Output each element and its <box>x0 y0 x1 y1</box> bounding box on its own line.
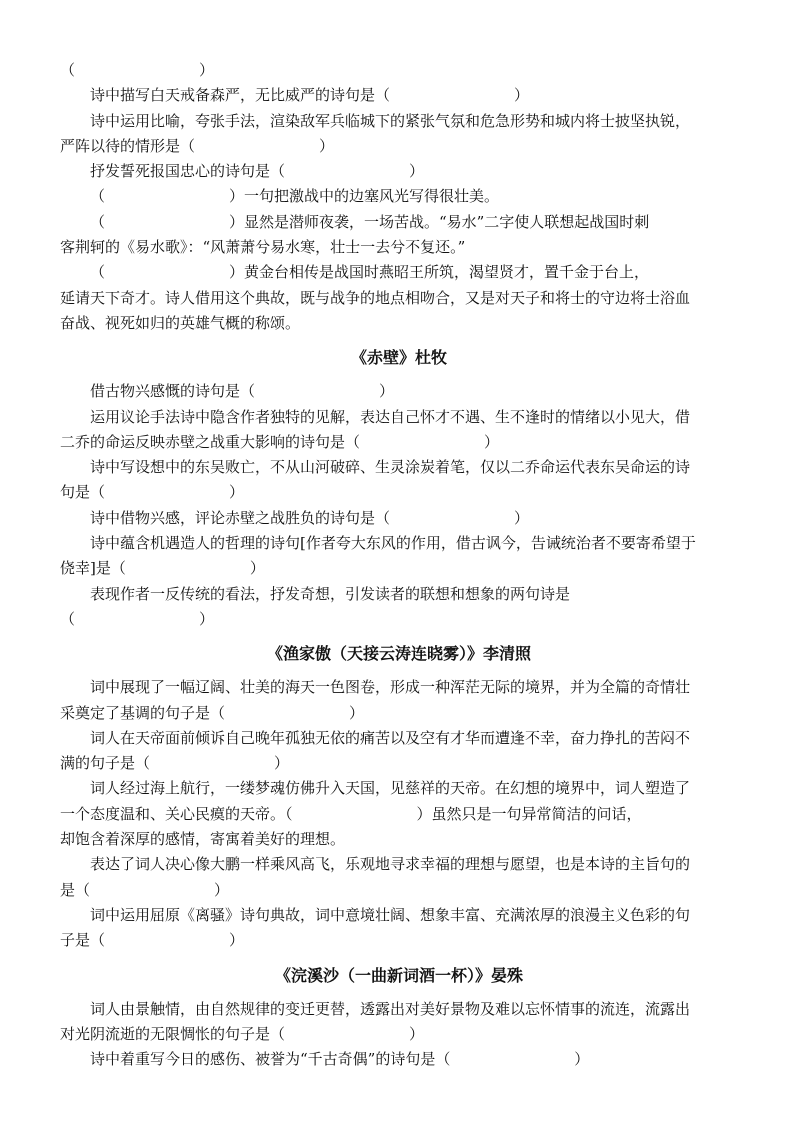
text-line: 却饱含着深厚的感情，寄寓着美好的理想。 <box>60 830 346 849</box>
text-line: 词中展现了一幅辽阔、壮美的海天一色图卷，形成一种浑茫无际的境界，并为全篇的奇情壮 <box>90 678 691 697</box>
text-line: 表达了词人决心像大鹏一样乘风高飞，乐观地寻求幸福的理想与愿望，也是本诗的主旨句的 <box>90 855 691 874</box>
text-line: 词中运用屈原《离骚》诗句典故，词中意境壮阔、想象丰富、充满浓厚的浪漫主义色彩的句 <box>90 905 691 924</box>
section-title-chibi: 《赤壁》杜牧 <box>350 348 447 368</box>
text-line: 是（ ） <box>60 880 229 899</box>
text-line: 句是（ ） <box>60 483 244 502</box>
text-line: 采奠定了基调的句子是（ ） <box>60 703 364 722</box>
text-line: 诗中借物兴感，评论赤壁之战胜负的诗句是（ ） <box>90 508 529 527</box>
section-huanxisha-lines <box>60 997 738 1073</box>
text-line: 客荆轲的《易水歌》：“风萧萧兮易水寒，壮士一去兮不复还。” <box>60 238 466 257</box>
text-line: （ ） <box>60 609 214 628</box>
text-line: 满的句子是（ ） <box>60 754 289 773</box>
text-line: 诗中运用比喻，夸张手法，渲染敌军兵临城下的紧张气氛和危急形势和城内将士披坚执锐， <box>90 111 691 130</box>
text-line: （ ）显然是潜师夜袭，一场苦战。“易水”二字使人联想起战国时刺 <box>90 212 650 231</box>
section-chibi-lines <box>60 379 738 632</box>
intro-lines <box>60 58 738 336</box>
text-line: 侥幸]是（ ） <box>60 559 265 578</box>
text-line: 表现作者一反传统的看法，抒发奇想，引发读者的联想和想象的两句诗是 <box>90 584 571 603</box>
text-line: 一个态度温和、关心民瘼的天帝。（ ）虽然只是一句异常简洁的问话， <box>60 804 642 823</box>
text-line: 对光阴流逝的无限惆怅的句子是（ ） <box>60 1024 424 1043</box>
document-page <box>60 58 738 1072</box>
text-line: 诗中写设想中的东吴败亡，不从山河破碎、生灵涂炭着笔，仅以二乔命运代表东吴命运的诗 <box>90 458 691 477</box>
text-line: 诗中蕴含机遇造人的哲理的诗句[作者夸大东风的作用，借古讽今，告诫统治者不要寄希望于 <box>90 534 696 553</box>
text-line: 借古物兴感慨的诗句是（ ） <box>90 382 394 401</box>
text-line: （ ） <box>60 61 214 79</box>
text-line: 奋战、视死如归的英雄气概的称颂。 <box>60 313 301 332</box>
section-title-huanxisha: 《浣溪沙（一曲新词酒一杯）》晏殊 <box>274 965 523 985</box>
text-line: 诗中着重写今日的感伤、被誉为“千古奇偶”的诗句是（ ） <box>90 1050 590 1069</box>
section-title-yujiaao: 《渔家傲（天接云涛连晓雾）》李清照 <box>266 644 531 664</box>
text-line: 诗中描写白天戒备森严，无比威严的诗句是（ ） <box>90 86 529 105</box>
text-line: 严阵以待的情形是（ ） <box>60 136 334 155</box>
text-line: 二乔的命运反映赤壁之战重大影响的诗句是（ ） <box>60 432 499 451</box>
text-line: 词人经过海上航行，一缕梦魂仿佛升入天国，见慈祥的天帝。在幻想的境界中，词人塑造了 <box>90 779 691 798</box>
text-line: 词人在天帝面前倾诉自己晚年孤独无依的痛苦以及空有才华而遭逢不幸，奋力挣扎的苦闷不 <box>90 728 691 747</box>
text-line: 延请天下奇才。诗人借用这个典故，既与战争的地点相吻合，又是对天子和将士的守边将士浴血 <box>60 288 691 307</box>
section-yujiaao-lines <box>60 675 738 953</box>
text-line: （ ）一句把激战中的边塞风光写得很壮美。 <box>90 187 499 206</box>
text-line: 词人由景触情，由自然规律的变迁更替，透露出对美好景物及难以忘怀情事的流连，流露出 <box>90 999 691 1018</box>
text-line: 运用议论手法诗中隐含作者独特的见解，表达自己怀才不遇、生不逢时的情绪以小见大，借 <box>90 407 691 426</box>
text-line: （ ）黄金台相传是战国时燕昭王所筑，渴望贤才，置千金于台上， <box>90 263 649 282</box>
text-line: 子是（ ） <box>60 931 244 950</box>
text-line: 抒发誓死报国忠心的诗句是（ ） <box>90 162 424 181</box>
